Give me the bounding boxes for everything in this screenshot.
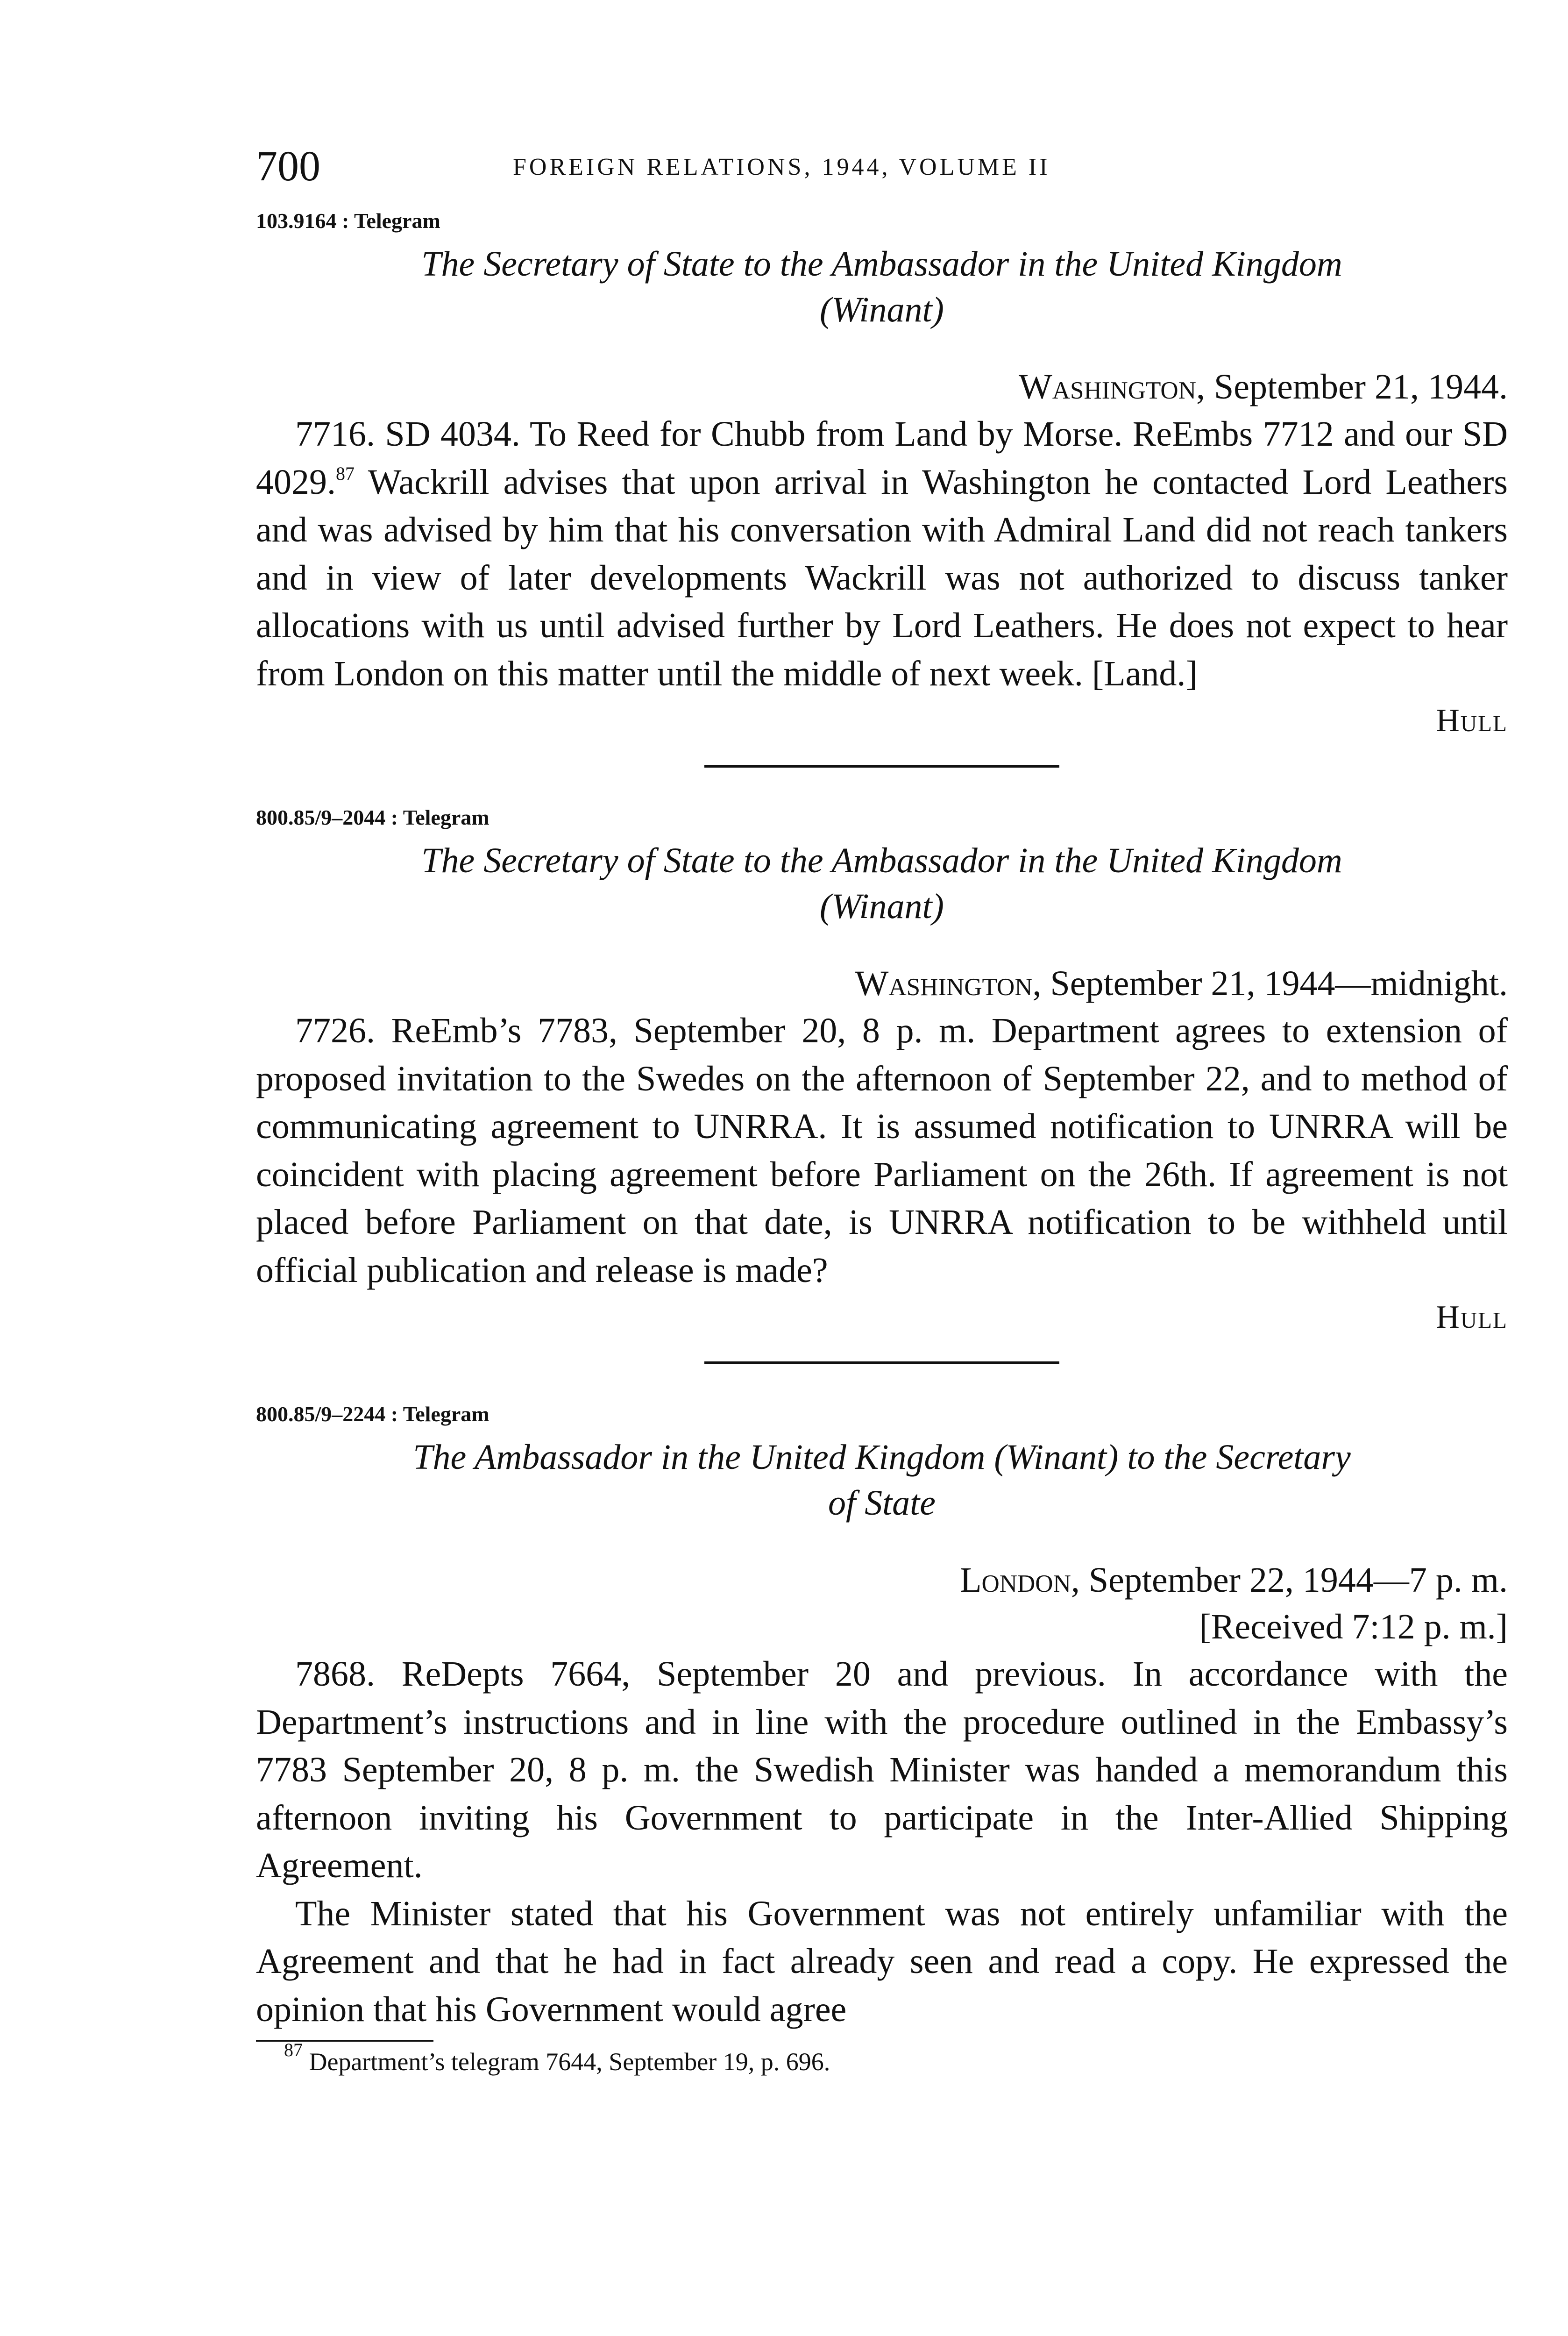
document-title-line: (Winant): [820, 290, 944, 329]
footnote-rule: [256, 2040, 433, 2042]
running-title: FOREIGN RELATIONS, 1944, VOLUME II: [513, 154, 1050, 180]
signature: Hull: [1436, 1299, 1508, 1335]
document-title-line: The Secretary of State to the Ambassador in the United Kingdom: [421, 244, 1342, 284]
document-title-line: The Ambassador in the United Kingdom (Winant) to the Secretary: [413, 1438, 1351, 1477]
document-title-line: The Secretary of State to the Ambassador in the United Kingdom: [421, 841, 1342, 880]
paragraph-text: 7716. SD 4034. To Reed for Chubb from Land by Morse. ReEmbs 7712 and our SD 4029.: [256, 414, 1508, 502]
document-title: [256, 838, 1508, 929]
dateline-place: London,: [960, 1560, 1080, 1600]
received-time: [Received 7:12 p. m.]: [1199, 1607, 1508, 1646]
page: [256, 140, 1508, 2079]
page-number: 700: [256, 142, 320, 190]
dateline: [256, 960, 1508, 1007]
dateline: [256, 363, 1508, 410]
footnote-marker: 87: [284, 2039, 303, 2060]
file-reference: 800.85/9–2044 : Telegram: [256, 805, 490, 829]
body-paragraph: The Minister stated that his Government was not entirely unfamiliar with the Agreement and that he had in fact already seen and read a copy. He expressed the opinion that his Government would agree: [256, 1894, 1508, 2029]
document-1: [256, 206, 1508, 744]
dateline-date: September 21, 1944.: [1205, 367, 1508, 406]
section-divider: [704, 1361, 1059, 1364]
paragraph-text: Wackrill advises that upon arrival in Washington he contacted Lord Leathers and was advised by him that his conversation with Admiral Land did not reach tankers and in view of later developments Wackrill was not authorized to discuss tanker allocations with us until advised further by Lord Leathers. He does not expect to hear from London on this matter until the middle of next week. [Land.]: [256, 462, 1508, 693]
document-3: [256, 1399, 1508, 2033]
dateline-date: September 21, 1944—midnight.: [1041, 964, 1508, 1003]
page-header: [256, 140, 1508, 192]
section-divider: [704, 765, 1059, 768]
document-title: [256, 241, 1508, 333]
dateline: [256, 1557, 1508, 1603]
dateline-place: Washington,: [1019, 367, 1205, 406]
footnote: [256, 2039, 1508, 2079]
footnote-text: Department’s telegram 7644, September 19, p. 696.: [303, 2048, 830, 2076]
document-title-line: (Winant): [820, 887, 944, 926]
file-reference: 800.85/9–2244 : Telegram: [256, 1402, 490, 1426]
dateline-place: Washington,: [855, 964, 1042, 1003]
document-2: [256, 802, 1508, 1341]
dateline-date: September 22, 1944—7 p. m.: [1079, 1560, 1508, 1600]
body-paragraph: 7726. ReEmb’s 7783, September 20, 8 p. m. Department agrees to extension of proposed invitation to the Swedes on the afternoon of September 22, and to method of communicating agreement to UNRRA. It is assumed notification to UNRRA will be coincident with placing agreement before Parliament on the 26th. If agreement is not placed before Parliament on that date, is UNRRA notification to be withheld until official publication and release is made?: [256, 1011, 1508, 1290]
body-paragraph: [256, 410, 1508, 698]
document-title: [256, 1434, 1508, 1526]
footnote-reference: 87: [336, 463, 355, 484]
document-title-line: of State: [828, 1483, 936, 1523]
body-paragraph: 7868. ReDepts 7664, September 20 and previous. In accordance with the Department’s instructions and in line with the procedure outlined in the Embassy’s 7783 September 20, 8 p. m. the Swedish Minister was handed a memorandum this afternoon inviting his Government to participate in the Inter-Allied Shipping Agreement.: [256, 1654, 1508, 1885]
file-reference: 103.9164 : Telegram: [256, 209, 440, 233]
signature: Hull: [1436, 703, 1508, 739]
